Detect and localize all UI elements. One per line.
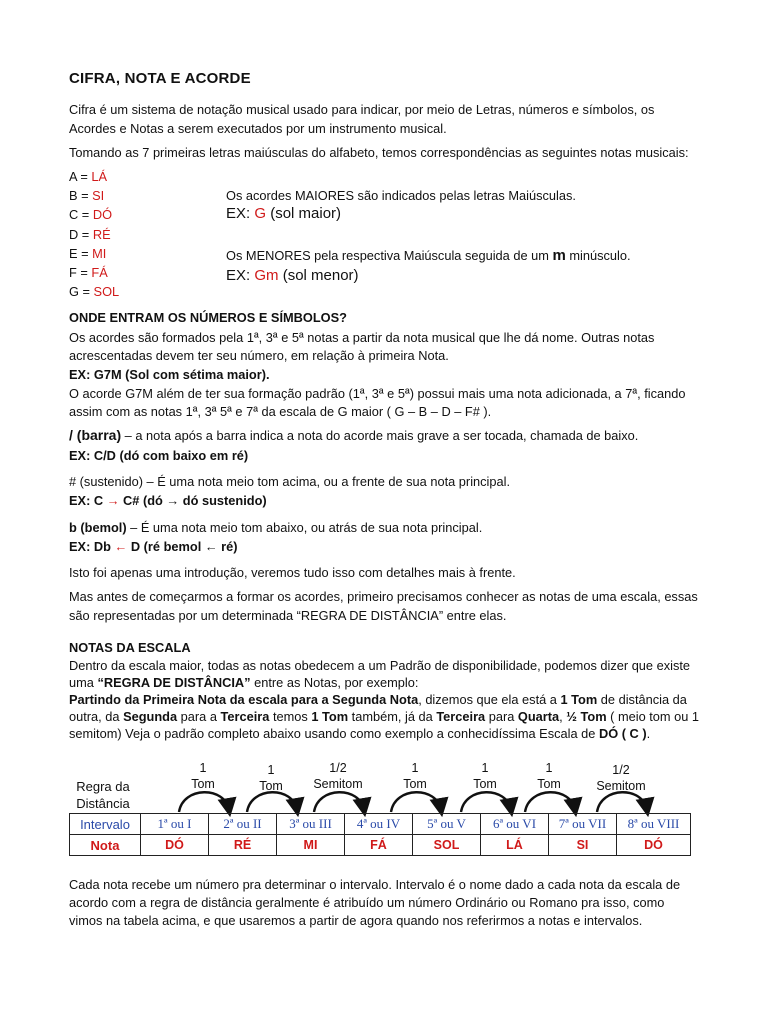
note-cell: LÁ [481,835,549,856]
interval-cell: 2ª ou II [209,814,277,835]
escala-emphasis: Segunda [123,709,178,724]
letter-note-item [69,282,119,301]
maiores-text: Os acordes MAIORES são indicados pelas letras Maiúsculas. [226,188,576,203]
escala-text: uma [69,675,98,690]
escala-text: de distância da [597,692,687,707]
escala-text: Partindo da [69,692,143,707]
escala-text: para [485,709,518,724]
distance-value: 1/2 [329,761,347,775]
numeros-line-4: assim com as notas 1ª, 3ª 5ª e 7ª da escala de G maior ( G – B – D – F# ). [69,404,492,419]
numeros-heading: ONDE ENTRAM OS NÚMEROS E SÍMBOLOS? [69,310,347,325]
distance-arc-arrow [391,792,441,812]
page-title: CIFRA, NOTA E ACORDE [69,70,251,87]
distance-arc-arrow [179,792,229,812]
barra-line [69,426,638,445]
distance-label [168,760,238,792]
distance-value: 1 [199,761,207,775]
escala-emphasis: 1 Tom [311,709,349,724]
menores-example [226,267,359,284]
letter-note-item [69,186,104,205]
escala-text: ( meio tom ou 1 [606,709,700,724]
escala-text: para a [177,709,221,724]
letter: E = [69,245,93,261]
distance-value: 1 [267,763,275,777]
escala-text: temos [269,709,312,724]
distance-arc-arrow [597,792,647,812]
escala-text: outra, da [69,709,124,724]
letter: C = [69,207,93,223]
note-cell: SOL [413,835,481,856]
note-cell: SI [549,835,617,856]
intro-line-1: Cifra é um sistema de notação musical usado para indicar, por meio de Letras, números e símbolos, os [69,102,655,117]
note-cell: DÓ [617,835,691,856]
escala-emphasis: Segunda Nota [332,692,419,707]
distance-label [586,762,656,794]
escala-text: também, já da [348,709,437,724]
interval-cell: 3ª ou III [277,814,345,835]
note-name: SOL [93,284,120,300]
sustenido-text: # (sustenido) – É uma nota meio tom acima, ou a frente de sua nota principal. [69,474,511,489]
escala-text: , [559,709,567,724]
letter: D = [69,226,93,242]
note-name: MI [92,245,107,261]
distance-label [514,760,584,792]
bemol-line [69,518,482,537]
interval-row [70,814,691,835]
left-arrow-icon: ← [114,539,128,554]
escala-text: semitom) Veja o padrão completo abaixo usando como exemplo a conhecidíssima Escala de [69,726,599,741]
interval-cell: 6ª ou VI [481,814,549,835]
letter-note-item [69,167,107,186]
regra-label-line-1: Regra da [76,779,130,794]
bemol-ex-c: ré) [217,539,238,554]
interval-cell: 8ª ou VIII [617,814,691,835]
distance-unit: Tom [537,777,561,791]
sustenido-ex-c: dó sustenido) [179,493,267,508]
escala-emphasis: ½ Tom [566,709,607,724]
escala-text: . [646,726,651,741]
barra-text: – a nota após a barra indica a nota do acorde mais grave a ser tocada, chamada de baixo. [121,428,639,443]
escala-emphasis: Primeira Nota [142,692,227,707]
distance-unit: Tom [191,777,215,791]
distance-label [380,760,450,792]
right-arrow-icon: → [166,493,180,508]
escala-emphasis: Terceira [436,709,486,724]
escala-text: , dizemos que ela está a [418,692,561,707]
distance-unit: Semitom [313,777,363,791]
interval-cell: 1ª ou I [141,814,209,835]
note-name: RÉ [92,226,111,242]
numeros-example: EX: G7M (Sol com sétima maior). [69,367,270,382]
escala-emphasis: 1 Tom [560,692,598,707]
menores-text [226,246,631,265]
menores-ex-chord: Gm [254,267,279,284]
escala-text: da escala para a [226,692,333,707]
distance-label [236,762,306,794]
distance-unit: Tom [259,779,283,793]
maiores-ex-prefix: EX: [226,205,255,222]
bemol-ex-a: EX: Db [69,539,115,554]
note-name: DÓ [92,207,113,223]
letter: G = [69,284,94,300]
closing-line-2: acordo com a regra de distância geralmente é atribuído um número Ordinário ou Romano pra isso, como [69,895,665,910]
interval-cell: 7ª ou VII [549,814,617,835]
regra-label [66,778,140,812]
mas-antes-line-1: Mas antes de começarmos a formar os acordes, primeiro precisamos conhecer as notas de uma escala, essas [69,589,698,604]
sustenido-example [69,491,267,510]
letter: B = [69,188,93,204]
scale-table [69,813,691,856]
closing-line-3: vimos na tabela acima, e que usaremos a partir de agora quando nos referirmos a notas e intervalos. [69,913,643,928]
intro-end: Isto foi apenas uma introdução, veremos tudo isso com detalhes mais à frente. [69,565,516,580]
note-name: SI [92,188,105,204]
menores-m: m [552,247,566,264]
note-cell: MI [277,835,345,856]
distance-value: 1 [545,761,553,775]
letter-note-item [69,263,108,282]
numeros-line-3: O acorde G7M além de ter sua formação padrão (1ª, 3ª e 5ª) possui mais uma nota adicionada, a 7ª, ficando [69,386,686,401]
escala-emphasis: Quarta [517,709,560,724]
escala-heading: NOTAS DA ESCALA [69,640,191,655]
left-arrow-icon: ← [204,539,218,554]
mas-antes-line-2: são representadas por um determinada “REGRA DE DISTÂNCIA” entre elas. [69,608,507,623]
maiores-example [226,205,341,222]
maiores-ex-suffix: (sol maior) [266,205,342,222]
interval-cell: 5ª ou V [413,814,481,835]
letter: F = [69,265,92,280]
sustenido-ex-a: EX: C [69,493,107,508]
escala-text: entre as Notas, por exemplo: [250,675,419,690]
interval-cell: 4ª ou IV [345,814,413,835]
maiores-ex-chord: G [254,205,267,222]
barra-symbol: / (barra) [69,427,122,443]
letter: A = [69,169,92,184]
barra-example: EX: C/D (dó com baixo em ré) [69,448,249,463]
distance-value: 1 [481,761,489,775]
nota-label: Nota [70,835,141,856]
numeros-line-1: Os acordes são formados pela 1ª, 3ª e 5ª notas a partir da nota musical que lhe dá nome. Outras notas [69,330,655,345]
escala-emphasis: DÓ ( C ) [598,726,647,741]
note-name: FÁ [91,265,108,280]
distance-unit: Tom [473,777,497,791]
escala-emphasis: Terceira [220,709,270,724]
note-name: LÁ [91,169,108,184]
distance-arc-arrow [525,792,575,812]
intro-line-2: Acordes e Notas a serem executados por um instrumento musical. [69,121,447,136]
menores-ex-prefix: EX: [226,267,255,284]
note-cell: RÉ [209,835,277,856]
letter-note-item [69,244,106,263]
note-row [70,835,691,856]
escala-line-5 [69,724,650,743]
sustenido-ex-b: C# (dó [119,493,167,508]
distance-label [303,760,373,792]
note-cell: DÓ [141,835,209,856]
escala-line-1: Dentro da escala maior, todas as notas obedecem a um Padrão de disponibilidade, podemos dizer que existe [69,658,691,673]
right-arrow-icon: → [106,493,120,508]
closing-line-1: Cada nota recebe um número pra determinar o intervalo. Intervalo é o nome dado a cada nota da escala de [69,877,681,892]
distance-arc-arrow [461,792,511,812]
distance-value: 1/2 [612,763,630,777]
distance-arc-arrow [247,792,297,812]
letter-note-item [69,225,111,244]
menores-text-after: minúsculo. [565,248,631,263]
numeros-line-2: acrescentadas devem ter seu número, em relação à primeira Nota. [69,348,449,363]
distance-unit: Semitom [596,779,646,793]
bemol-symbol: b (bemol) [69,520,127,535]
regra-emphasis: “REGRA DE DISTÂNCIA” [97,675,251,690]
intro-line-3: Tomando as 7 primeiras letras maiúsculas do alfabeto, temos correspondências as seguintes notas musicais: [69,145,689,160]
distance-unit: Tom [403,777,427,791]
menores-text-before: Os MENORES pela respectiva Maiúscula seguida de um [226,248,553,263]
menores-ex-suffix: (sol menor) [278,267,359,284]
bemol-ex-b: D (ré bemol [127,539,205,554]
distance-value: 1 [411,761,419,775]
note-cell: FÁ [345,835,413,856]
distance-label [450,760,520,792]
bemol-text: – É uma nota meio tom abaixo, ou atrás de sua nota principal. [126,520,483,535]
regra-label-line-2: Distância [76,796,130,811]
distance-arc-arrow [314,792,364,812]
interval-label: Intervalo [70,814,141,835]
letter-note-item [69,205,112,224]
bemol-example [69,537,238,556]
